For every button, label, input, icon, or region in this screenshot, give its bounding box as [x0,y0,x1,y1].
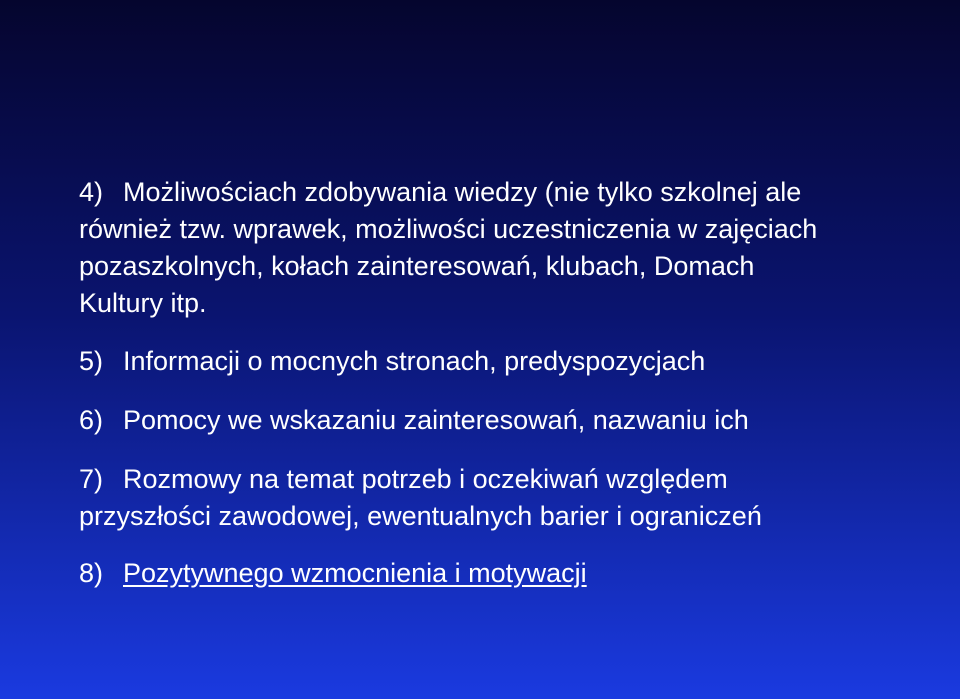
list-item-8-line-1 [79,555,919,592]
list-item-4 [79,174,919,322]
list-item-8 [79,555,919,592]
list-item-4-line-2: również tzw. wprawek, możliwości uczestniczenia w zajęciach [79,214,818,244]
list-item-text: Pozytywnego wzmocnienia i motywacji [123,558,587,588]
list-item-6-line-1 [79,402,919,439]
list-item-6 [79,402,919,439]
list-item-5-line-1 [79,343,919,380]
list-item-number: 5) [79,346,104,376]
list-item-text: Możliwościach zdobywania wiedzy (nie tylko szkolnej ale [123,177,802,207]
list-item-5 [79,343,919,380]
list-item-7-line-1 [79,461,919,498]
list-item-text: Informacji o mocnych stronach, predyspozycjach [123,346,706,376]
list-item-number: 7) [79,464,104,494]
list-item-number: 6) [79,405,104,435]
list-item-4-line-4: Kultury itp. [79,288,207,318]
list-item-text: Pomocy we wskazaniu zainteresowań, nazwaniu ich [123,405,749,435]
list-item-4-line-3: pozaszkolnych, kołach zainteresowań, klubach, Domach [79,251,755,281]
list-item-7-line-2: przyszłości zawodowej, ewentualnych barier i ograniczeń [79,501,762,531]
list-item-number: 4) [79,177,104,207]
list-item-text: Rozmowy na temat potrzeb i oczekiwań względem [123,464,728,494]
list-item-7 [79,461,919,535]
list-item-4-line-1 [79,174,919,211]
list-item-number: 8) [79,558,104,588]
slide-content [79,174,919,592]
